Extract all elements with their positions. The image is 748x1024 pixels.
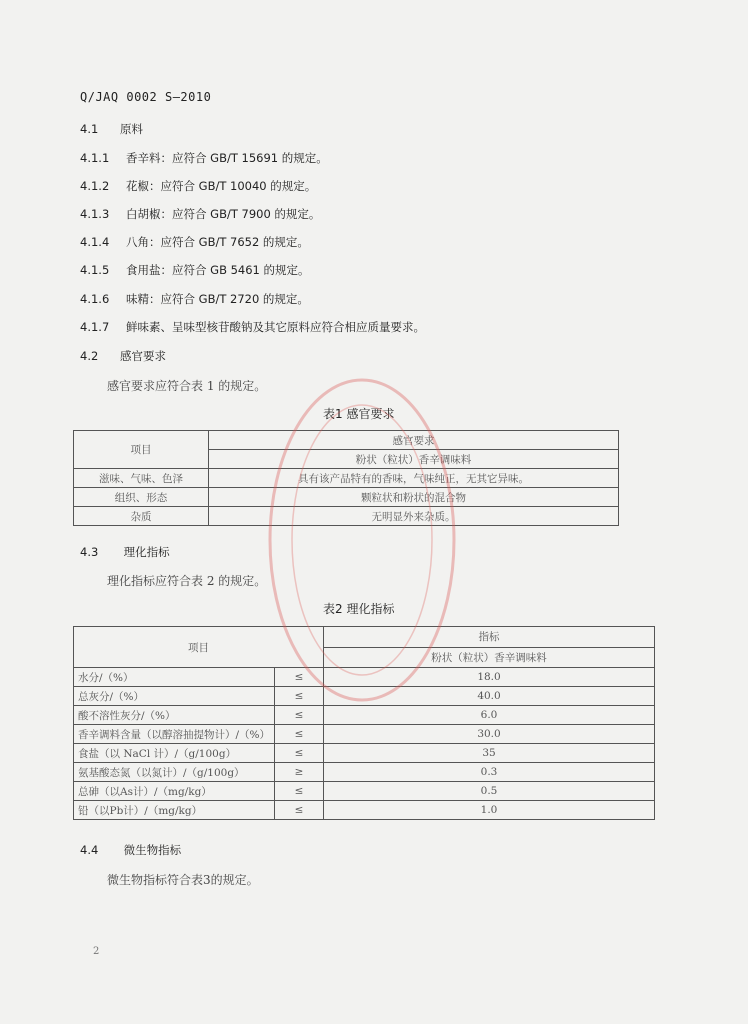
table2-cell-value: 1.0 bbox=[324, 801, 655, 820]
section-number: 4.1.4 bbox=[80, 235, 110, 249]
table2-cell-value: 0.3 bbox=[324, 763, 655, 782]
table2-cell-item: 酸不溶性灰分/（%） bbox=[74, 706, 275, 725]
section-number: 4.1.6 bbox=[80, 292, 110, 306]
table-row bbox=[74, 687, 655, 706]
section-text: 味精：应符合 GB/T 2720 的规定。 bbox=[126, 292, 309, 306]
table2-cell-value: 30.0 bbox=[324, 725, 655, 744]
section-text: 微生物指标 bbox=[123, 843, 182, 857]
table2-cell-operator: ≤ bbox=[275, 782, 324, 801]
table2-cell-item: 总灰分/（%） bbox=[74, 687, 275, 706]
section-text: 八角：应符合 GB/T 7652 的规定。 bbox=[126, 235, 309, 249]
table-row bbox=[74, 801, 655, 820]
document-header: Q/JAQ 0002 S—2010 bbox=[80, 90, 212, 104]
table2-cell-operator: ≤ bbox=[275, 744, 324, 763]
section-number: 4.1.7 bbox=[80, 320, 110, 334]
section-number: 4.1.1 bbox=[80, 151, 110, 165]
table1-cell-item: 滋味、气味、色泽 bbox=[74, 469, 209, 488]
section-4-3 bbox=[80, 544, 170, 560]
section-line bbox=[80, 262, 310, 278]
section-line bbox=[80, 178, 316, 194]
table2-cell-item: 总砷（以As计）/（mg/kg） bbox=[74, 782, 275, 801]
section-number: 4.1 bbox=[80, 122, 99, 136]
table2-header-item: 项目 bbox=[74, 627, 324, 668]
section-text: 香辛料：应符合 GB/T 15691 的规定。 bbox=[126, 151, 328, 165]
section-number: 4.1.3 bbox=[80, 207, 110, 221]
section-line bbox=[80, 291, 309, 307]
table2-cell-operator: ≤ bbox=[275, 706, 324, 725]
section-number: 4.2 bbox=[80, 349, 99, 363]
table-row bbox=[74, 706, 655, 725]
table2-header-index: 指标 bbox=[324, 627, 655, 648]
table2-cell-operator: ≤ bbox=[275, 668, 324, 687]
paragraph-micro: 微生物指标符合表3的规定。 bbox=[107, 873, 259, 887]
section-4-4 bbox=[80, 842, 181, 858]
table2-cell-operator: ≥ bbox=[275, 763, 324, 782]
table1-caption: 表1 感官要求 bbox=[323, 407, 395, 421]
table-row bbox=[74, 744, 655, 763]
section-text: 理化指标 bbox=[123, 545, 170, 559]
paragraph-sensory: 感官要求应符合表 1 的规定。 bbox=[107, 379, 267, 393]
section-text: 食用盐：应符合 GB 5461 的规定。 bbox=[126, 263, 310, 277]
table2-header-sub: 粉状（粒状）香辛调味料 bbox=[324, 647, 655, 668]
table-row bbox=[74, 763, 655, 782]
table1-cell-value: 具有该产品特有的香味，气味纯正，无其它异味。 bbox=[209, 469, 619, 488]
table2-cell-value: 6.0 bbox=[324, 706, 655, 725]
table1-cell-item: 杂质 bbox=[74, 507, 209, 526]
table-sensory bbox=[73, 430, 619, 526]
table-row bbox=[74, 469, 619, 488]
table2-caption: 表2 理化指标 bbox=[323, 602, 395, 616]
paragraph-physchem: 理化指标应符合表 2 的规定。 bbox=[107, 574, 267, 588]
page-number: 2 bbox=[93, 946, 100, 957]
section-number: 4.3 bbox=[80, 545, 99, 559]
table-row bbox=[74, 725, 655, 744]
table2-cell-value: 0.5 bbox=[324, 782, 655, 801]
table2-cell-value: 18.0 bbox=[324, 668, 655, 687]
table2-cell-operator: ≤ bbox=[275, 801, 324, 820]
table2-cell-item: 氨基酸态氮（以氮计）/（g/100g） bbox=[74, 763, 275, 782]
section-line bbox=[80, 234, 309, 250]
table-row bbox=[74, 668, 655, 687]
table1-cell-value: 颗粒状和粉状的混合物 bbox=[209, 488, 619, 507]
section-line bbox=[80, 206, 320, 222]
section-text: 鲜味素、呈味型核苷酸钠及其它原料应符合相应质量要求。 bbox=[126, 320, 425, 334]
table-row bbox=[74, 488, 619, 507]
table2-cell-item: 铅（以Pb计）/（mg/kg） bbox=[74, 801, 275, 820]
table2-cell-value: 40.0 bbox=[324, 687, 655, 706]
section-line bbox=[80, 348, 166, 364]
table1-header-req: 感官要求 bbox=[209, 431, 619, 450]
table-physchem bbox=[73, 626, 655, 820]
section-line bbox=[80, 319, 425, 335]
section-number: 4.1.5 bbox=[80, 263, 110, 277]
section-text: 感官要求 bbox=[120, 349, 166, 363]
table2-cell-item: 水分/（%） bbox=[74, 668, 275, 687]
table2-cell-value: 35 bbox=[324, 744, 655, 763]
section-text: 花椒：应符合 GB/T 10040 的规定。 bbox=[126, 179, 317, 193]
section-number: 4.4 bbox=[80, 843, 99, 857]
table1-header-sub: 粉状（粒状）香辛调味料 bbox=[209, 450, 619, 469]
section-text: 白胡椒：应符合 GB/T 7900 的规定。 bbox=[126, 207, 321, 221]
table-row bbox=[74, 782, 655, 801]
table-row bbox=[74, 507, 619, 526]
table1-header-item: 项目 bbox=[74, 431, 209, 469]
table2-cell-operator: ≤ bbox=[275, 725, 324, 744]
table2-cell-operator: ≤ bbox=[275, 687, 324, 706]
section-line bbox=[80, 150, 328, 166]
table1-cell-value: 无明显外来杂质。 bbox=[209, 507, 619, 526]
table1-cell-item: 组织、形态 bbox=[74, 488, 209, 507]
table2-cell-item: 香辛调料含量（以醇溶抽提物计）/（%） bbox=[74, 725, 275, 744]
table2-cell-item: 食盐（以 NaCl 计）/（g/100g） bbox=[74, 744, 275, 763]
section-text: 原料 bbox=[120, 122, 143, 136]
section-line bbox=[80, 121, 143, 137]
section-number: 4.1.2 bbox=[80, 179, 110, 193]
